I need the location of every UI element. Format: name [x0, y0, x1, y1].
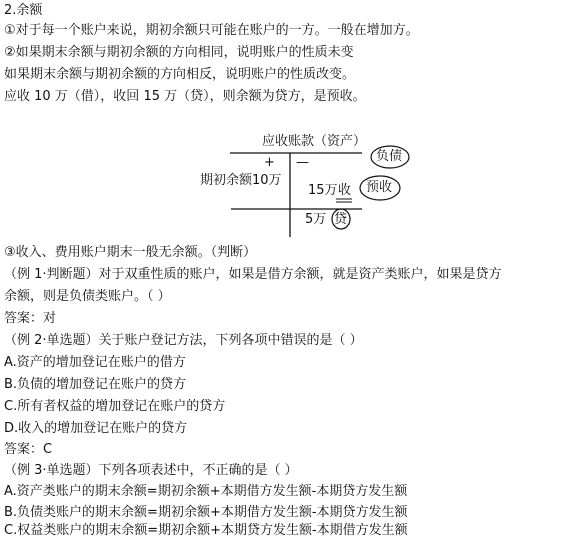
example-2-answer: 答案：C: [4, 442, 53, 457]
example-2-option-c: C.所有者权益的增加登记在账户的贷方: [4, 399, 226, 414]
example-2-option-a: A.资产的增加登记在账户的借方: [4, 355, 186, 370]
received-amount: 15万: [308, 183, 338, 198]
example-1-question: （例 1·判断题）对于双重性质的账户，如果是借方余额，就是资产类账户，如果是贷方: [4, 267, 502, 282]
section-heading: 2.余额: [4, 3, 43, 18]
example-1-question-cont: 余额，则是负债类账户。（ ）: [4, 289, 171, 304]
dai-label: 贷: [334, 212, 348, 227]
example-1-answer: 答案：对: [4, 311, 57, 326]
example-3-question: （例 3·单选题）下列各项表述中，不正确的是（ ）: [4, 463, 298, 478]
example-2-option-d: D.收入的增加登记在账户的贷方: [4, 421, 188, 436]
shou-label: 收: [338, 183, 352, 198]
paragraph: ①对于每一个账户来说，期初余额只可能在账户的一方。一般在增加方。: [4, 23, 419, 38]
example-3-option-c: C.权益类账户的期末余额=期初余额+本期贷方发生额-本期借方发生额: [4, 523, 408, 538]
debit-plus-sign: +: [264, 155, 275, 170]
paragraph: ③收入、费用账户期末一般无余额。（判断）: [4, 245, 257, 260]
example-3-option-b: B.负债类账户的期末余额=期初余额+本期借方发生额-本期贷方发生额: [4, 505, 408, 520]
credit-minus-sign: —: [296, 155, 309, 170]
paragraph: 应收 10 万（借），收回 15 万（贷），则余额为贷方，是预收。: [4, 89, 366, 104]
example-2-option-b: B.负债的增加登记在账户的贷方: [4, 377, 187, 392]
yushou-label: 预收: [366, 180, 393, 195]
opening-balance-label: 期初余额10万: [200, 173, 282, 188]
ending-balance-label: 5万: [305, 212, 327, 227]
account-title: 应收账款（资产）: [262, 134, 367, 149]
paragraph: ②如果期末余额与期初余额的方向相同，说明账户的性质未变: [4, 45, 354, 60]
paragraph: 如果期末余额与期初余额的方向相反，说明账户的性质改变。: [4, 67, 356, 82]
example-2-question: （例 2·单选题）关于账户登记方法，下列各项中错误的是（ ）: [4, 333, 363, 348]
fuzhai-label: 负债: [376, 149, 403, 164]
example-3-option-a: A.资产类账户的期末余额=期初余额+本期借方发生额-本期贷方发生额: [4, 484, 408, 499]
